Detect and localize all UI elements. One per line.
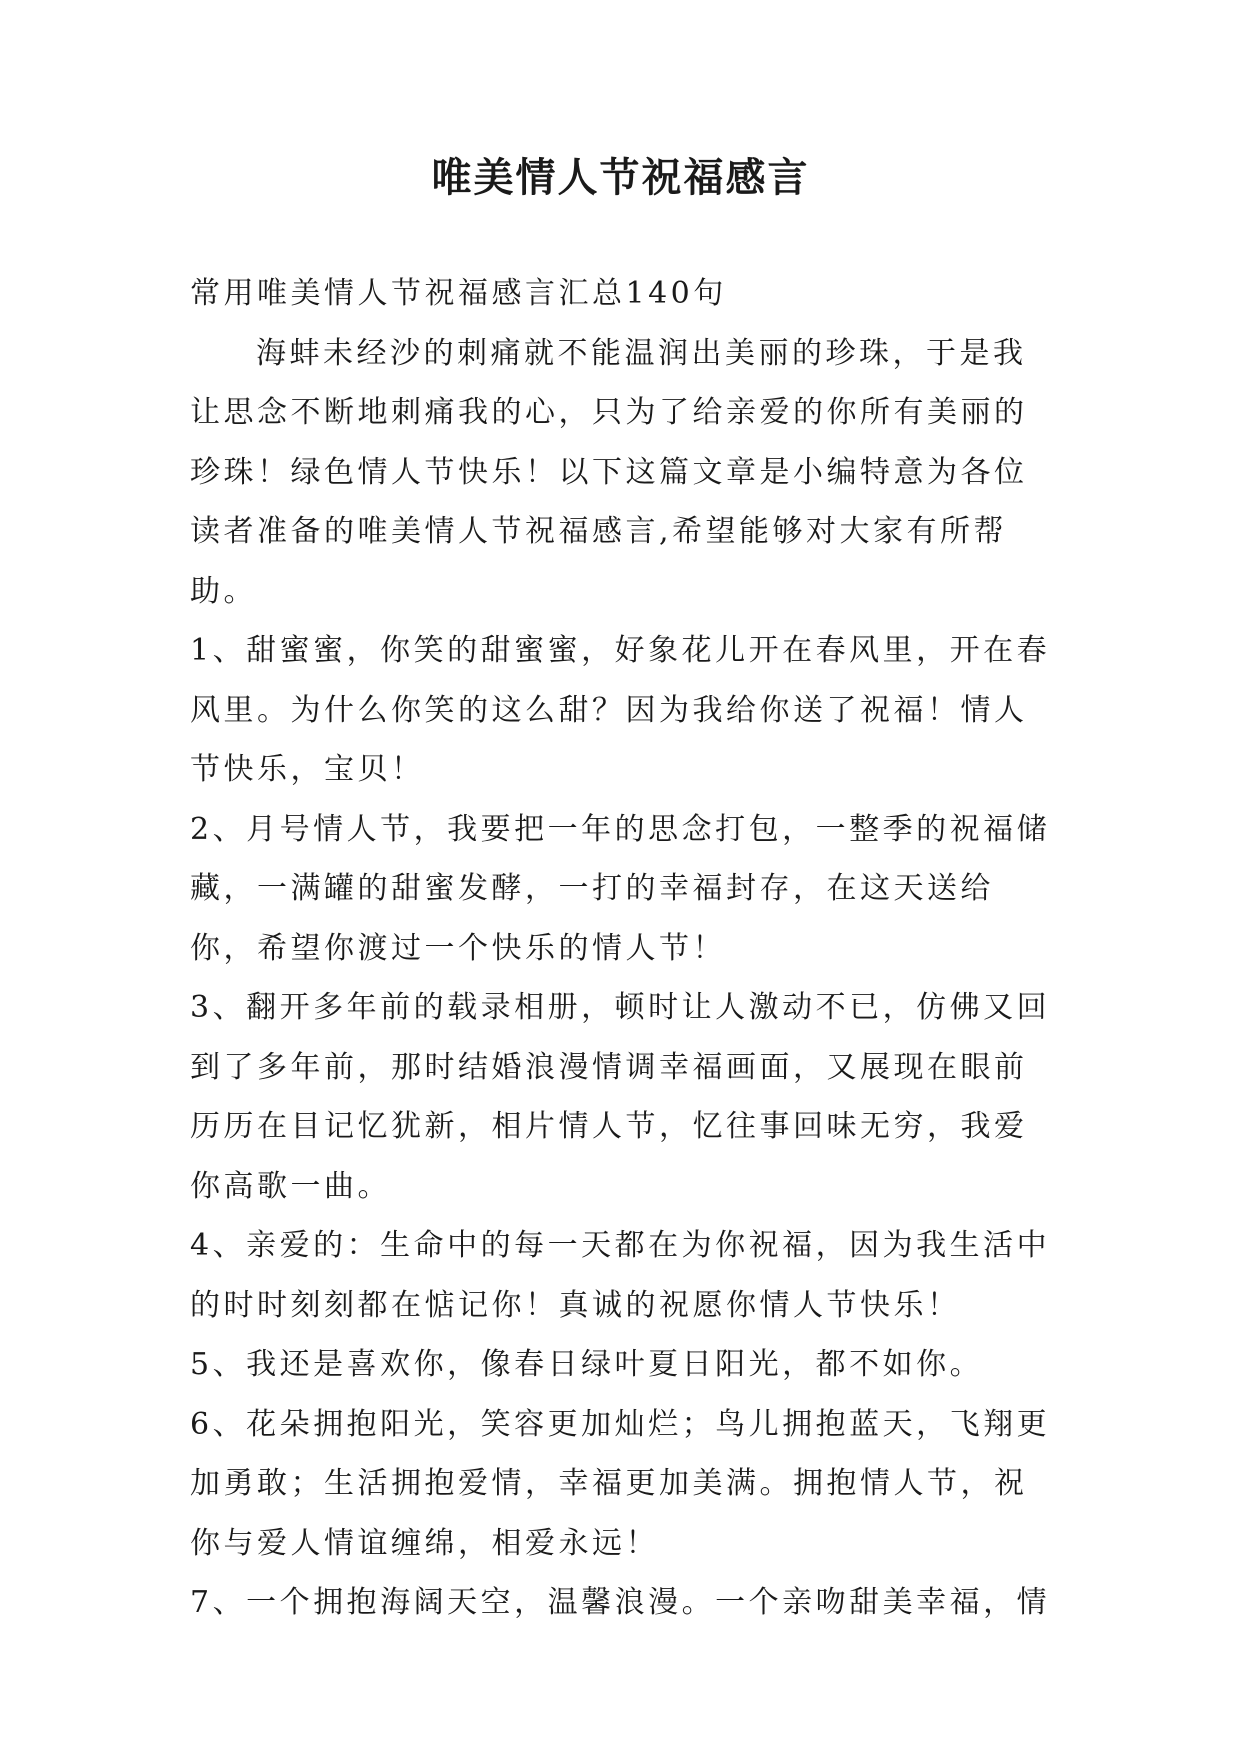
list-item: 6、花朵拥抱阳光，笑容更加灿烂；鸟儿拥抱蓝天，飞翔更加勇敢；生活拥抱爱情，幸福更加美满。拥抱情人节，祝你与爱人情谊缠绵，相爱永远！	[190, 1406, 1051, 1561]
list-item: 7、一个拥抱海阔天空，温馨浪漫。一个亲吻甜美幸福，情	[190, 1585, 1051, 1620]
document-subtitle: 常用唯美情人节祝福感言汇总140句	[190, 276, 727, 311]
intro-paragraph: 海蚌未经沙的刺痛就不能温润出美丽的珍珠，于是我让思念不断地刺痛我的心，只为了给亲爱的你所有美丽的珍珠！绿色情人节快乐！以下这篇文章是小编特意为各位读者准备的唯美情人节祝福感言,希望能够对大家有所帮助。	[190, 335, 1028, 609]
list-item: 3、翻开多年前的载录相册，顿时让人激动不已，仿佛又回到了多年前，那时结婚浪漫情调幸福画面，又展现在眼前历历在目记忆犹新，相片情人节，忆往事回味无穷，我爱你高歌一曲。	[190, 990, 1051, 1204]
list-item: 1、甜蜜蜜，你笑的甜蜜蜜，好象花儿开在春风里，开在春风里。为什么你笑的这么甜？因为我给你送了祝福！情人节快乐，宝贝！	[190, 633, 1051, 787]
list-item: 2、月号情人节，我要把一年的思念打包，一整季的祝福储藏，一满罐的甜蜜发酵，一打的幸福封存，在这天送给你，希望你渡过一个快乐的情人节！	[190, 811, 1051, 966]
list-item: 5、我还是喜欢你，像春日绿叶夏日阳光，都不如你。	[190, 1347, 984, 1382]
document-body	[190, 264, 1058, 1633]
document-title: 唯美情人节祝福感言	[431, 154, 810, 201]
list-item: 4、亲爱的：生命中的每一天都在为你祝福，因为我生活中的时时刻刻都在惦记你！真诚的祝愿你情人节快乐！	[190, 1228, 1051, 1323]
